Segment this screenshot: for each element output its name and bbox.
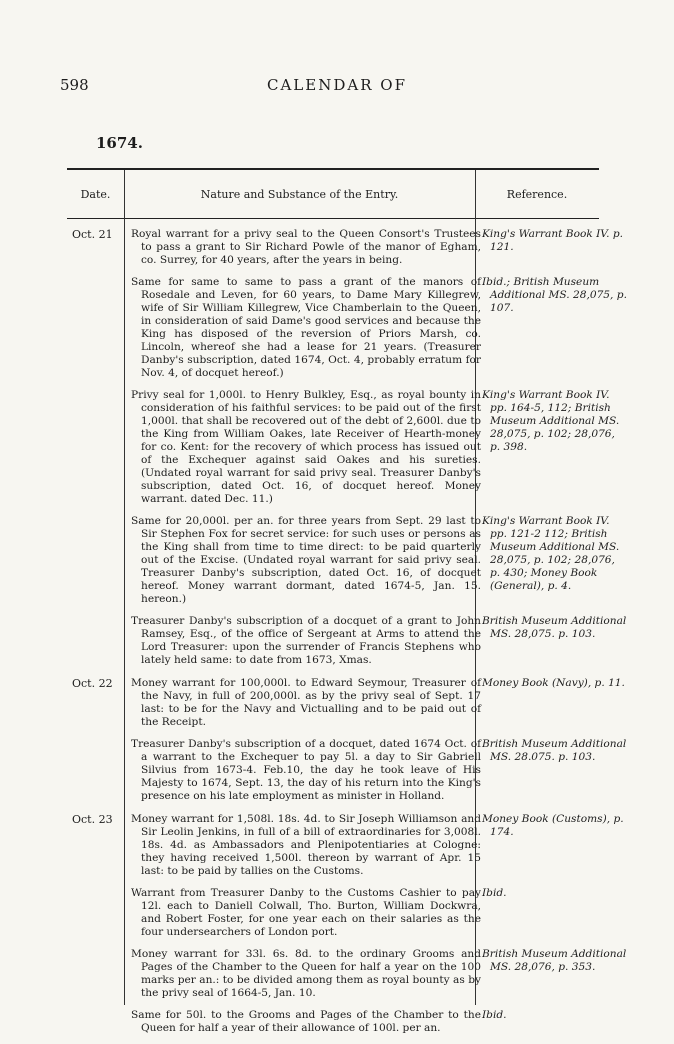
entry-reference: British Museum Additional MS. 28,076, p. 353. xyxy=(482,948,627,973)
page-header xyxy=(0,76,674,100)
table-row xyxy=(0,515,674,606)
entry-text: Same for 20,000l. per an. for three years from Sept. 29 last to Sir Stephen Fox for secret service: for such uses or persons as the King shall from time to time direct: to be paid quarterly out of the Excise. (Undated royal warrant for said privy seal. Treasurer Danby's subscription, dated Oct. 16, of docquet hereof. Money warrant dormant, dated 1674-5, Jan. 15. hereon.) xyxy=(131,515,481,605)
entry-date: Oct. 23 xyxy=(72,813,113,826)
entry-date: Oct. 21 xyxy=(72,228,113,241)
entry-reference: Ibid.; British Museum Additional MS. 28,075, p. 107. xyxy=(482,276,627,314)
entry-reference: King's Warrant Book IV. pp. 121-2 112; British Museum Additional MS. 28,075, p. 102; 28,076, p. 430; Money Book (General), p. 4. xyxy=(482,515,620,592)
entry-text: Same for same to same to pass a grant of the manors of Rosedale and Leven, for 60 years, to Dame Mary Killegrew, wife of Sir William Killegrew, Vice Chamberlain to the Queen, in consideration of said Dame's good services and because the King has disposed of the reversion of Priors Marsh, co. Lincoln, whereof she had a lease for 21 years. (Treasurer Danby's subscription, dated 1674, Oct. 4, probably erratum for Nov. 4, of docquet hereof.) xyxy=(131,276,481,379)
entry-reference: King's Warrant Book IV. pp. 164-5, 112; British Museum Additional MS. 28,075, p. 102; 28,076, p. 398. xyxy=(482,389,620,453)
table-row xyxy=(0,813,674,878)
entry-reference: Ibid. xyxy=(482,1009,507,1021)
table-row xyxy=(0,276,674,380)
table-top-rule xyxy=(67,168,599,172)
entry-text: Privy seal for 1,000l. to Henry Bulkley, Esq., as royal bounty in consideration of his faithful services: to be paid out of the first 1,000l. that shall be recovered out of the debt of 2,600l. due to the King from William Oakes, late Receiver of Hearth-money for co. Kent: for the recovery of which process has issued out of the Exchequer against said Oakes and his sureties. (Undated royal warrant for said privy seal. Treasurer Danby's subscription, dated Oct. 16, of docquet hereof. Money warrant. dated Dec. 11.) xyxy=(131,389,481,505)
entry-reference: British Museum Additional MS. 28,075. p. 103. xyxy=(482,615,627,640)
entry-text: Money warrant for 1,508l. 18s. 4d. to Sir Joseph Williamson and Sir Leolin Jenkins, in full of a bill of extraordinaries for 3,008l. 18s. 4d. as Ambassadors and Plenipotentiaries at Cologne: they having received 1,500l. thereon by warrant of Apr. 15 last: to be paid by tallies on the Customs. xyxy=(131,813,481,877)
running-head: CALENDAR OF xyxy=(267,76,407,94)
column-header-reference: Reference. xyxy=(506,188,568,201)
header-rule xyxy=(67,218,599,219)
entry-reference: Money Book (Customs), p. 174. xyxy=(482,813,624,838)
entry-text: Money warrant for 33l. 6s. 8d. to the ordinary Grooms and Pages of the Chamber to the Queen for half a year on the 100 marks per an.: to be divided among them as royal bounty as by the privy seal of 1664-5, Jan. 10. xyxy=(131,948,481,999)
year-heading: 1674. xyxy=(96,134,143,152)
table-row xyxy=(0,887,674,939)
column-header-date: Date. xyxy=(80,188,111,201)
entry-text: Royal warrant for a privy seal to the Queen Consort's Trustees to pass a grant to Sir Richard Powle of the manor of Egham, co. Surrey, for 40 years, after the years in being. xyxy=(131,228,481,266)
entry-text: Same for 50l. to the Grooms and Pages of the Chamber to the Queen for half a year of their allowance of 100l. per an. xyxy=(131,1009,481,1034)
entry-text: Money warrant for 100,000l. to Edward Seymour, Treasurer of the Navy, in full of 200,000l. as by the privy seal of Sept. 17 last: to be for the Navy and Victualling and to be paid out of the Receipt. xyxy=(131,677,481,728)
entry-text: Treasurer Danby's subscription of a docquet, dated 1674 Oct. of a warrant to the Exchequer to pay 5l. a day to Sir Gabriell Silvius from 1673-4. Feb.10, the day he took leave of His Majesty to 1674, Sept. 13, the day of his return into the King's presence on his late employment as minister in Holland. xyxy=(131,738,481,802)
entry-reference: Ibid. xyxy=(482,887,507,899)
table-row xyxy=(0,1009,674,1035)
entry-reference: British Museum Additional MS. 28.075. p. 103. xyxy=(482,738,627,763)
table-row xyxy=(0,389,674,506)
entry-date: Oct. 22 xyxy=(72,677,113,690)
entry-reference: King's Warrant Book IV. p. 121. xyxy=(482,228,623,253)
entry-text: Warrant from Treasurer Danby to the Customs Cashier to pay 12l. each to Daniell Colwall, Tho. Burton, William Dockwra, and Robert Foster, for one year each on their salaries as the four undersearchers of London port. xyxy=(131,887,481,938)
column-header-nature: Nature and Substance of the Entry. xyxy=(200,188,399,201)
table-row xyxy=(0,738,674,803)
table-row xyxy=(0,677,674,729)
entry-text: Treasurer Danby's subscription of a docquet of a grant to John Ramsey, Esq., of the office of Sergeant at Arms to attend the Lord Treasurer: upon the surrender of Francis Stephens who lately held same: to date from 1673, Xmas. xyxy=(131,615,481,666)
page-number: 598 xyxy=(60,76,89,94)
table-row xyxy=(0,228,674,267)
table-row xyxy=(0,615,674,667)
entry-reference: Money Book (Navy), p. 11. xyxy=(482,677,625,689)
entries xyxy=(0,228,674,1044)
table-row xyxy=(0,948,674,1000)
